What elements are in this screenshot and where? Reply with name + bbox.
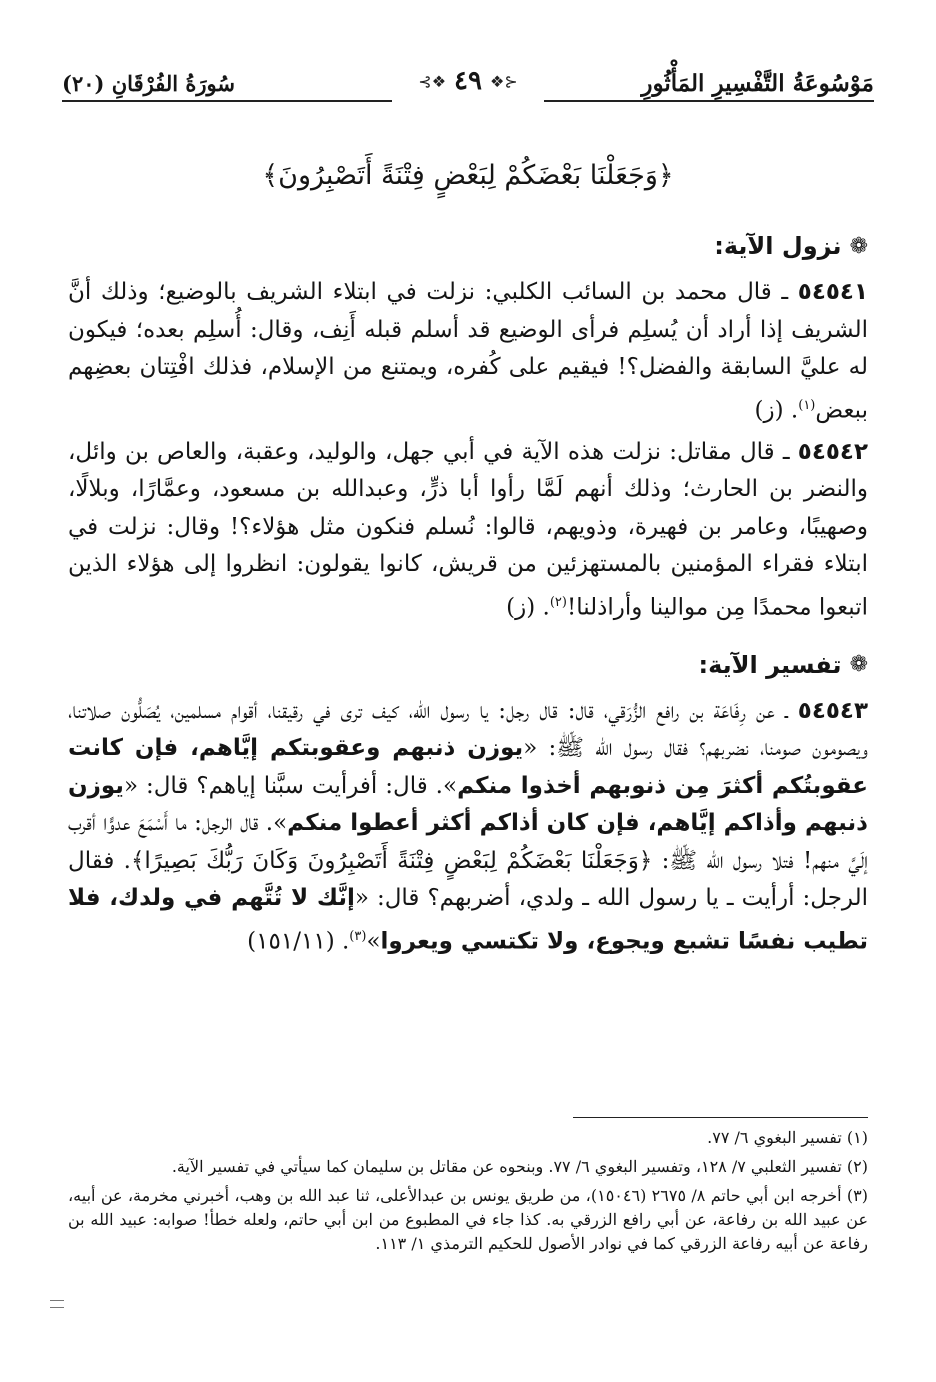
quran-quote: ﴿وَجَعَلْنَا بَعْضَكُمْ لِبَعْضٍ فِتْنَةً أَتَصْبِرُونَ وَكَانَ رَبُّكَ بَصِيرًا﴾	[130, 847, 653, 874]
ornament-right-icon: ❖⊱	[489, 71, 518, 91]
entry-text: ». قال: أفرأيت سبَّنا إياهم؟ قال: «	[123, 772, 458, 799]
header-rule-left	[62, 100, 392, 102]
section-heading-text: تفسير الآية:	[698, 650, 842, 679]
footnote-marker: (٢)	[549, 594, 567, 610]
footnote-item: (٣) أخرجه ابن أبي حاتم ٨/ ٢٦٧٥ (١٥٠٤٦)، من طريق يونس بن عبدالأعلى، ثنا عبد الله بن وهب، أخبرني مخرمة، عن أبيه، عن عبيد الله بن رفاعة، عن أبي رافع الزرقي به. كذا جاء في المطبوع من ابن أبي حاتم، ولعله خطأ! صوابه: عبيد الله بن رفاعة عن أبيه رفاعة الزرقي كما في نوادر الأصول للحكيم الترمذي ١/ ١١٣.	[68, 1186, 869, 1253]
prophetic-saying: يوزن ذنبهم وعقوبتكم إيَّاهم، فإن كانت عقوبتُكم أكثرَ مِن ذنوبهم أخذوا منكم	[68, 735, 869, 799]
prophetic-saying: يوزن ذنبهم وأذاكم إيَّاهم، فإن كان أذاكم أكثر أعطوا منكم	[68, 772, 868, 837]
entry-source-tag: . (١٥١/١١)	[247, 928, 350, 955]
surah-title: سُورَةُ الفُرْقَانِ (٢٠)	[62, 70, 235, 96]
narration-entry	[68, 434, 868, 627]
section-spacer	[68, 631, 868, 651]
footnote-separator	[573, 1117, 868, 1118]
entry-text: ـ قال محمد بن السائب الكلبي: نزلت في ابتلاء الشريف بالوضيع؛ وذلك أنَّ الشريف إذا أراد أن يُسلِم فرأى الوضيع قد أسلم قبله أَنِف، وقال: أُسلِم بعده؛ فيكون له عليَّ السابقة والفضل؟! فيقيم على كُفره، ويمتنع من الإسلام، فذلك افْتِتان بعضِهم ببعض	[68, 279, 868, 424]
page-number-ornament	[418, 66, 517, 96]
entry-number: ٥٤٥٤١	[797, 279, 868, 305]
margin-mark	[50, 1300, 64, 1308]
section-heading-revelation	[68, 232, 868, 260]
header-rule-right	[544, 100, 874, 102]
section-heading-text: نزول الآية:	[714, 232, 842, 260]
entry-source-tag: . (ز)	[506, 594, 550, 621]
footnote-marker: (١)	[798, 397, 816, 413]
entry-text: ـ عن رِفَاعَة بن رافع الزُّرَقي، قال: قال رجل: يا رسول الله، كيف ترى في رقيقنا، أقوام مسلمين، يُصَلُّون صلاتنا، ويصومون صومنا، نضربهم؟ فقال رسول الله ﷺ: «	[68, 697, 868, 762]
page-number: ٤٩	[454, 66, 482, 96]
entry-text: ـ قال مقاتل: نزلت هذه الآية في أبي جهل، والوليد، وعقبة، والعاص بن وائل، والنضر بن الحارث؛ وذلك أنهم لَمَّا رأوا أبا ذرٍّ، وعبدالله بن مسعود، وعمَّارًا، وبلالًا، وصهيبًا، وعامر بن فهيرة، وذويهم، قالوا: نُسلم فنكون مثل هؤلاء؟! وقال: نزلت في ابتلاء فقراء المؤمنين بالمستهزئين من قريش، كانوا يقولون: انظروا إلى هؤلاء الذين اتبعوا محمدًا مِن موالينا وأراذلنا!	[68, 438, 868, 621]
running-header	[62, 62, 874, 104]
entry-number: ٥٤٥٤٢	[797, 438, 868, 465]
entry-text: ». قال الرجل: ما أَسْمَعَ عدوًّا أقرب إلَيَّ منهم! فتلا رسول الله ﷺ:	[68, 810, 868, 874]
entry-text: . فقال الرجل: أرأيت ـ يا رسول الله ـ ولدي، أضربهم؟ قال: «	[68, 847, 868, 912]
hadith-entry	[68, 693, 868, 961]
section-heading-tafsir	[68, 651, 868, 679]
ornament-left-icon: ⊰❖	[418, 71, 447, 91]
prophetic-saying: إنَّك لا تُتَّهم في ولدك، فلا تطيب نفسًا تشبع ويجوع، ولا تكتسي ويعروا	[68, 885, 868, 955]
flower-ornament-icon: ❁	[849, 233, 868, 259]
book-title: مَوْسُوعَةُ التَّفْسِيرِ المَأْثُورِ	[641, 69, 874, 97]
footnotes	[68, 1126, 868, 1261]
entry-source-tag: . (ز)	[754, 397, 799, 424]
entry-number: ٥٤٥٤٣	[797, 697, 868, 724]
ayah-heading: ﴿وَجَعَلْنَا بَعْضَكُمْ لِبَعْضٍ فِتْنَةً أَتَصْبِرُونَ﴾	[262, 160, 674, 191]
entry-text: »	[366, 928, 381, 955]
footnote-marker: (٣)	[349, 928, 367, 944]
main-text	[68, 232, 868, 965]
narration-entry	[68, 274, 868, 430]
footnote-item: (٢) تفسير الثعلبي ٧/ ١٢٨، وتفسير البغوي ٦/ ٧٧. وبنحوه عن مقاتل بن سليمان كما سيأتي في تفسير الآية.	[171, 1157, 868, 1176]
footnote-item: (١) تفسير البغوي ٦/ ٧٧.	[707, 1128, 868, 1147]
flower-ornament-icon: ❁	[849, 652, 868, 678]
